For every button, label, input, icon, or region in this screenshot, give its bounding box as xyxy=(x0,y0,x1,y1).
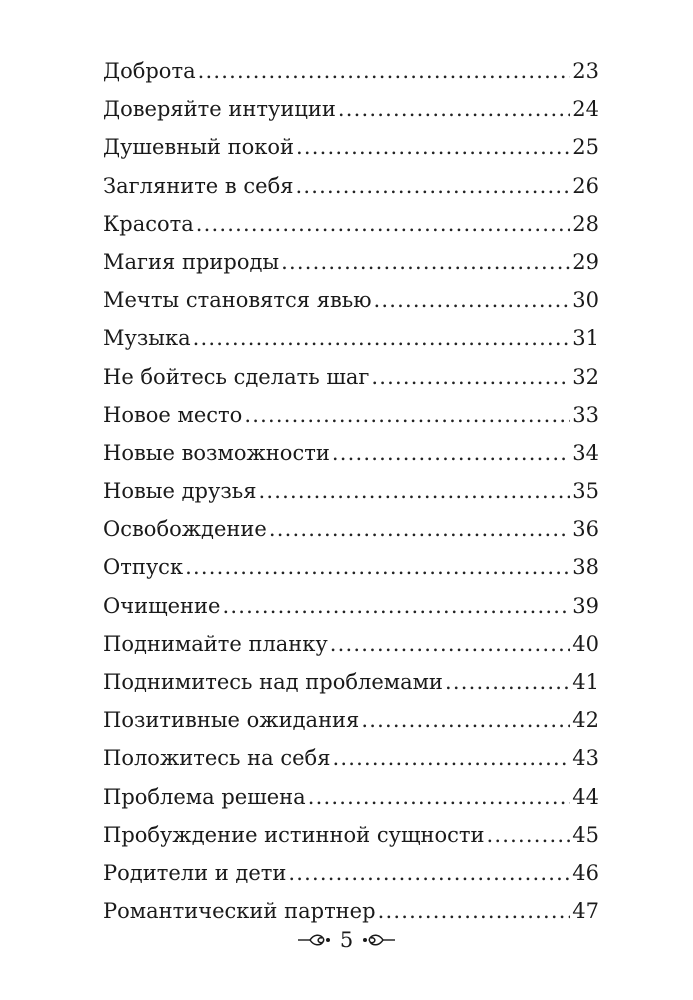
toc-leader xyxy=(296,128,570,166)
toc-title: Освобождение xyxy=(103,517,267,542)
toc-title: Душевный покой xyxy=(103,135,294,160)
toc-title: Доброта xyxy=(103,59,196,83)
toc-page-number: 45 xyxy=(572,822,599,847)
toc-leader xyxy=(330,625,570,663)
toc-page-number: 46 xyxy=(572,860,599,885)
toc-page-number: 41 xyxy=(572,670,599,694)
toc-page-number: 44 xyxy=(572,784,599,809)
toc-title: Новое место xyxy=(103,402,243,427)
toc-entry xyxy=(103,167,599,205)
toc-page-number: 36 xyxy=(572,517,599,542)
toc-title: Романтический партнер xyxy=(103,899,376,924)
toc-leader xyxy=(288,854,570,892)
toc-title: Музыка xyxy=(103,326,191,351)
toc-entry xyxy=(103,434,599,472)
toc-leader xyxy=(193,319,571,357)
toc-page-number: 43 xyxy=(572,746,599,771)
toc-title: Поднимайте планку xyxy=(103,631,328,656)
toc-title: Доверяйте интуиции xyxy=(103,97,336,122)
toc-entry xyxy=(103,739,599,777)
toc-page-number: 24 xyxy=(572,97,599,122)
toc-entry xyxy=(103,701,599,739)
toc-page-number: 47 xyxy=(572,899,599,924)
toc-title: Не бойтесь сделать шаг xyxy=(103,364,370,389)
toc-entry xyxy=(103,281,599,319)
toc-leader xyxy=(222,587,570,625)
toc-page-number: 34 xyxy=(572,440,599,465)
toc-leader xyxy=(445,663,570,701)
ornament-left-icon xyxy=(296,933,332,947)
toc-leader xyxy=(332,434,570,472)
toc-page-number: 29 xyxy=(572,249,599,274)
toc-title: Положитесь на себя xyxy=(103,746,331,771)
toc-title: Отпуск xyxy=(103,555,184,580)
toc-leader xyxy=(487,816,571,854)
ornament-right-icon xyxy=(361,933,397,947)
toc-page-number: 26 xyxy=(572,173,599,198)
page-footer xyxy=(0,928,693,952)
toc-title: Родители и дети xyxy=(103,860,287,885)
toc-entry xyxy=(103,778,599,816)
toc-leader xyxy=(198,52,571,90)
toc-leader xyxy=(374,281,571,319)
toc-page-number: 28 xyxy=(572,211,599,236)
toc-entry xyxy=(103,396,599,434)
toc-page-number: 42 xyxy=(572,708,599,733)
toc-entry xyxy=(103,243,599,281)
toc-entry xyxy=(103,472,599,510)
toc-page-number: 39 xyxy=(572,593,599,618)
toc-entry xyxy=(103,52,599,90)
toc-page-number: 30 xyxy=(572,288,599,313)
toc-leader xyxy=(378,892,571,930)
toc-entry xyxy=(103,854,599,892)
toc-title: Магия природы xyxy=(103,249,280,274)
toc-leader xyxy=(361,701,570,739)
toc-entry xyxy=(103,205,599,243)
toc-title: Поднимитесь над проблемами xyxy=(103,670,443,694)
toc-title: Новые друзья xyxy=(103,479,257,504)
table-of-contents xyxy=(103,52,599,930)
toc-leader xyxy=(296,167,571,205)
toc-leader xyxy=(185,548,570,586)
toc-entry xyxy=(103,510,599,548)
toc-leader xyxy=(196,205,571,243)
toc-title: Проблема решена xyxy=(103,784,306,809)
toc-page-number: 40 xyxy=(572,631,599,656)
toc-entry xyxy=(103,892,599,930)
toc-entry xyxy=(103,663,599,701)
toc-entry xyxy=(103,816,599,854)
toc-title: Загляните в себя xyxy=(103,173,294,198)
toc-title: Очищение xyxy=(103,593,221,618)
toc-page-number: 23 xyxy=(572,59,599,83)
toc-page-number: 35 xyxy=(572,479,599,504)
toc-entry xyxy=(103,358,599,396)
page-number: 5 xyxy=(339,928,354,952)
toc-leader xyxy=(332,739,570,777)
toc-page-number: 33 xyxy=(572,402,599,427)
toc-title: Новые возможности xyxy=(103,440,330,465)
toc-title: Позитивные ожидания xyxy=(103,708,360,733)
toc-title: Красота xyxy=(103,211,194,236)
toc-leader xyxy=(338,90,570,128)
toc-leader xyxy=(281,243,570,281)
toc-leader xyxy=(269,510,570,548)
toc-entry xyxy=(103,90,599,128)
toc-leader xyxy=(244,396,570,434)
toc-entry xyxy=(103,128,599,166)
toc-page-number: 32 xyxy=(572,364,599,389)
toc-entry xyxy=(103,548,599,586)
toc-leader xyxy=(308,778,571,816)
toc-entry xyxy=(103,319,599,357)
toc-title: Пробуждение истинной сущности xyxy=(103,822,485,847)
toc-entry xyxy=(103,625,599,663)
toc-entry xyxy=(103,587,599,625)
toc-title: Мечты становятся явью xyxy=(103,288,372,313)
toc-leader xyxy=(371,358,570,396)
toc-page-number: 31 xyxy=(572,326,599,351)
toc-page-number: 38 xyxy=(572,555,599,580)
toc-page-number: 25 xyxy=(572,135,599,160)
toc-leader xyxy=(258,472,570,510)
